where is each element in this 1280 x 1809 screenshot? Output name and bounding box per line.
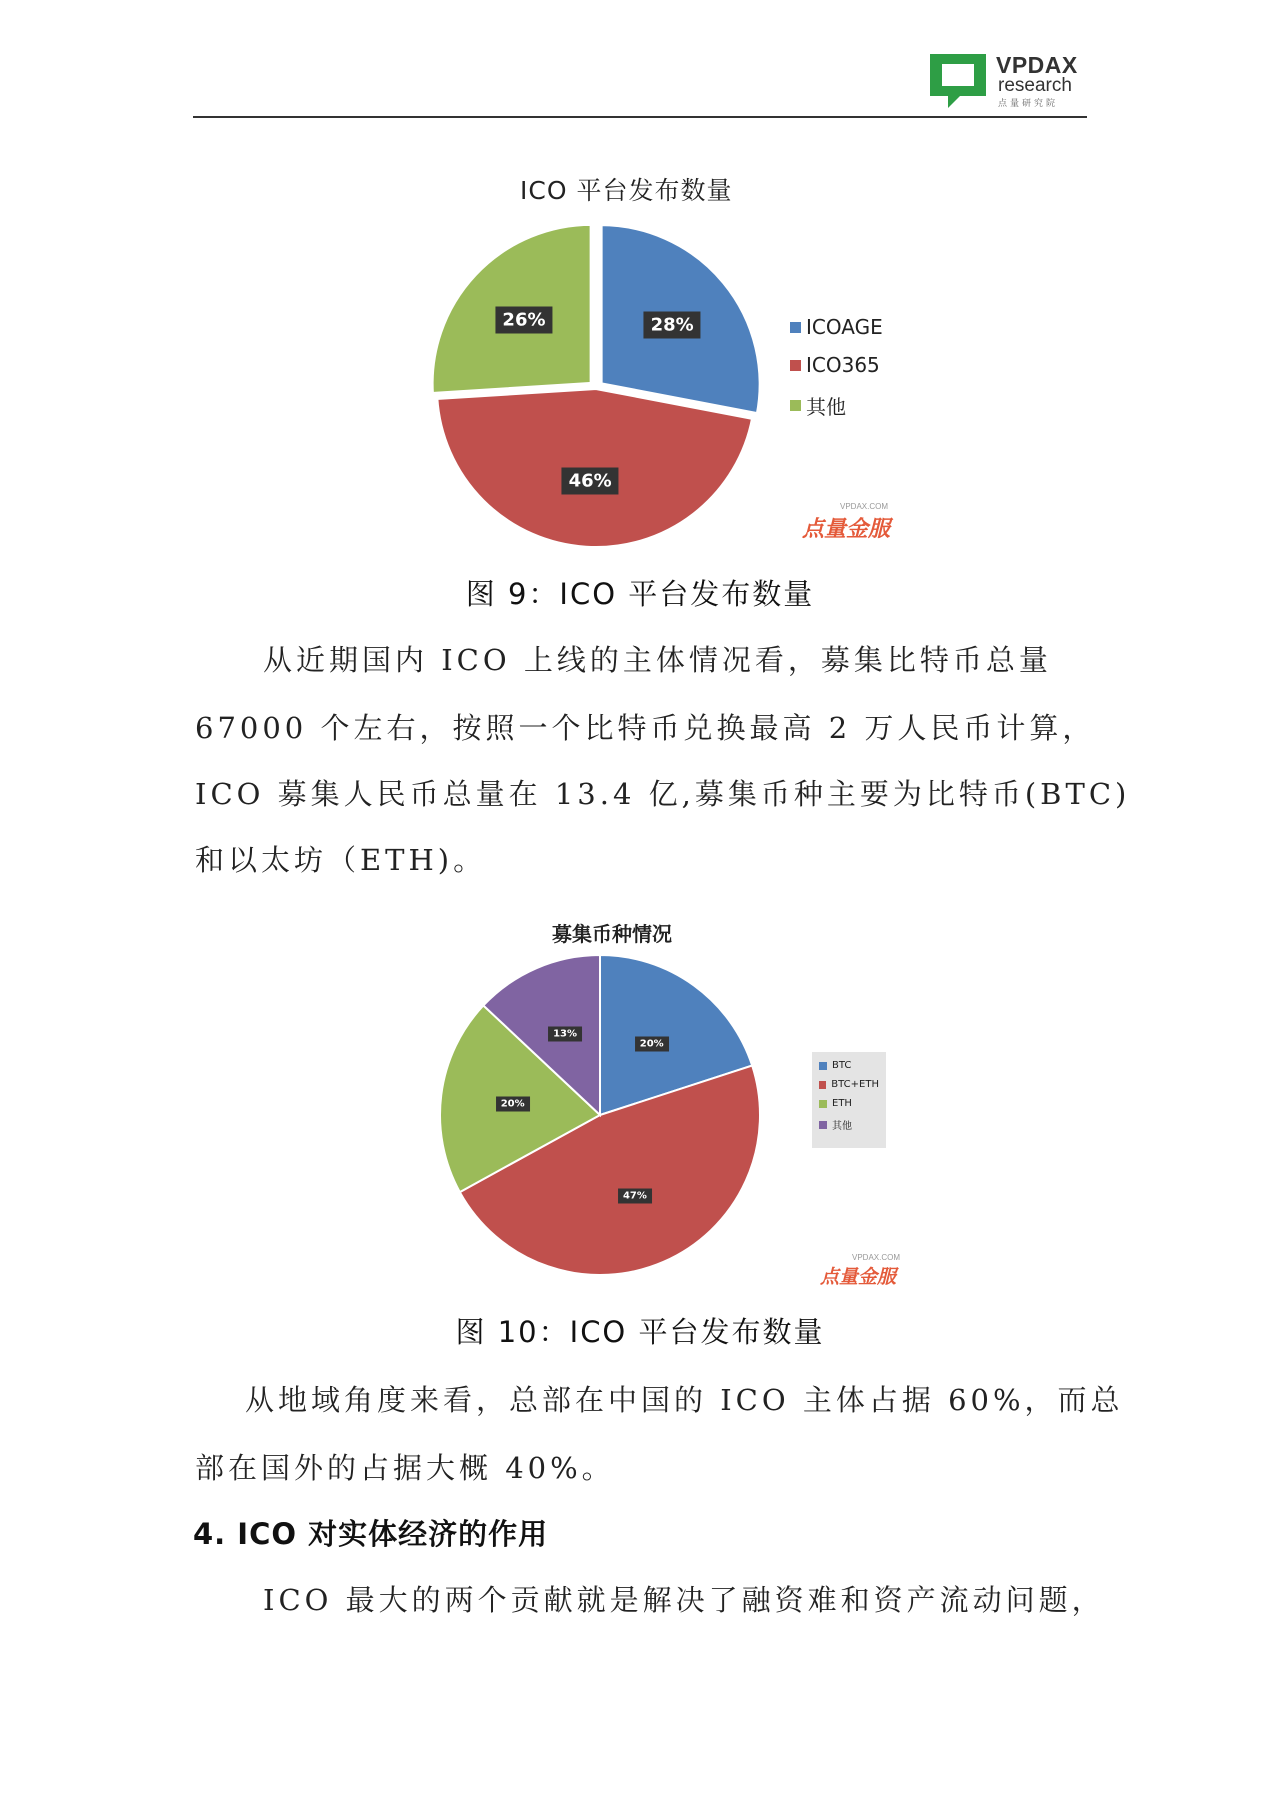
legend-swatch <box>819 1121 827 1129</box>
section-heading: 4. ICO 对实体经济的作用 <box>193 1517 549 1551</box>
paragraph-line: 从地域角度来看，总部在中国的 ICO 主体占据 60%，而总 <box>245 1383 1124 1417</box>
slice-label-ETH: 20% <box>496 1096 530 1111</box>
legend-item-其他 <box>790 391 883 420</box>
legend-label: ICOAGE <box>806 315 883 339</box>
legend-label: 其他 <box>806 395 846 419</box>
watermark <box>790 1253 940 1293</box>
slice-label-ICO365: 46% <box>562 467 619 494</box>
chart-legend <box>790 315 883 434</box>
vpdax-logo <box>928 52 1088 112</box>
paragraph-line: 67000 个左右，按照一个比特币兑换最高 2 万人民币计算， <box>195 711 1096 745</box>
logo-title: VPDAX <box>996 52 1078 78</box>
legend-label: ETH <box>832 1098 852 1109</box>
watermark-name: 点量金服 <box>820 1266 897 1288</box>
logo-subtitle: research <box>998 75 1072 96</box>
legend-swatch <box>819 1062 827 1070</box>
watermark-url: VPDAX.COM <box>840 502 889 511</box>
legend-item-ETH <box>819 1098 879 1109</box>
watermark-url: VPDAX.COM <box>852 1253 901 1262</box>
legend-swatch <box>819 1081 826 1089</box>
watermark-name: 点量金服 <box>802 517 891 542</box>
legend-item-其他 <box>819 1117 879 1132</box>
legend-label: ICO365 <box>806 353 880 377</box>
slice-label-其他: 26% <box>495 307 552 334</box>
legend-label: 其他 <box>832 1121 852 1132</box>
chart-ico-platforms <box>420 165 920 555</box>
slice-label-ICOAGE: 28% <box>644 312 701 339</box>
logo-mark-icon <box>928 52 990 110</box>
chart-funding-currency <box>430 910 910 1290</box>
legend-item-ICO365 <box>790 353 883 377</box>
legend-swatch <box>819 1100 827 1108</box>
legend-label: BTC <box>832 1060 852 1071</box>
watermark <box>770 502 930 547</box>
legend-swatch <box>790 360 801 371</box>
legend-swatch <box>790 400 801 411</box>
paragraph-line: ICO 募集人民币总量在 13.4 亿,募集币种主要为比特币(BTC) <box>195 777 1131 811</box>
paragraph-line: 从近期国内 ICO 上线的主体情况看，募集比特币总量 <box>263 643 1052 677</box>
chart-title: ICO 平台发布数量 <box>520 176 733 205</box>
header-divider <box>193 116 1087 118</box>
chart-legend <box>812 1052 886 1148</box>
paragraph-line: 部在国外的占据大概 40%。 <box>195 1451 615 1485</box>
legend-item-BTC+ETH <box>819 1079 879 1090</box>
legend-label: BTC+ETH <box>831 1079 879 1090</box>
paragraph-line: 和以太坊（ETH)。 <box>195 843 487 877</box>
figure-caption-10: 图 10：ICO 平台发布数量 <box>455 1315 825 1349</box>
figure-caption-9: 图 9：ICO 平台发布数量 <box>465 577 815 611</box>
logo-cn: 点量研究院 <box>998 99 1059 109</box>
slice-label-BTC: 20% <box>635 1036 669 1051</box>
slice-label-BTC+ETH: 47% <box>618 1188 652 1203</box>
slice-label-其他: 13% <box>548 1027 582 1042</box>
paragraph-line: ICO 最大的两个贡献就是解决了融资难和资产流动问题， <box>263 1583 1105 1617</box>
legend-item-BTC <box>819 1060 879 1071</box>
legend-item-ICOAGE <box>790 315 883 339</box>
chart-title: 募集币种情况 <box>552 922 672 946</box>
legend-swatch <box>790 322 801 333</box>
